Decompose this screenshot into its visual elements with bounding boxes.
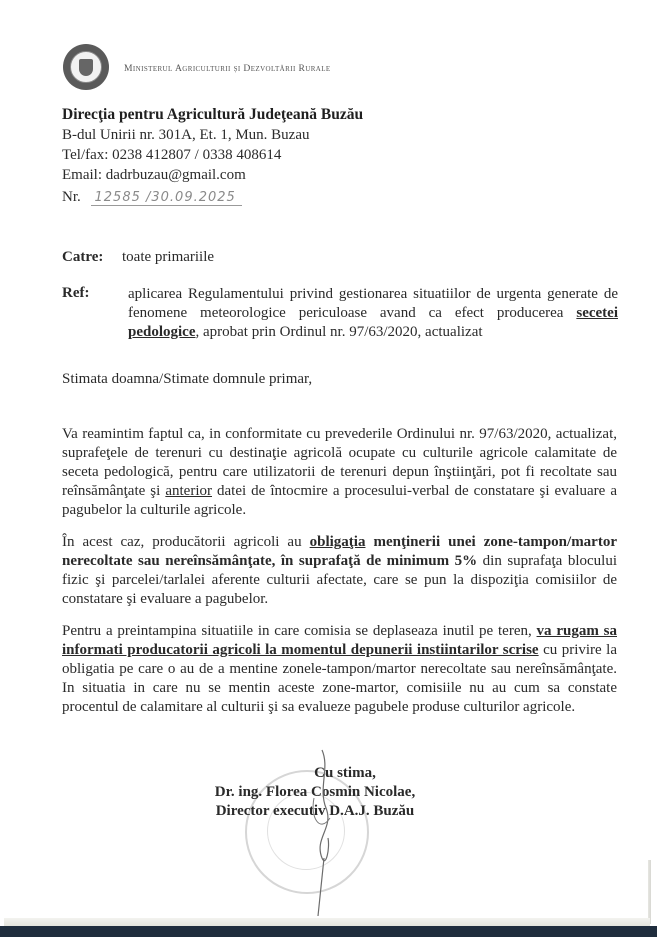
registration-number: [62, 189, 242, 206]
registration-value: 12585 /30.09.2025: [91, 190, 242, 206]
reference-label: Ref:: [62, 285, 90, 301]
paragraph-bold-underlined: va rugam sa informati producatorii agricoli la momentul depunerii instiintarilor scrise: [62, 623, 617, 658]
reference-text: [128, 285, 618, 342]
paragraph-2: [62, 533, 617, 609]
paragraph-text: datei de întocmire a procesului-verbal de constatare şi evaluare a pagubelor la culturile agricole.: [62, 483, 617, 518]
paragraph-1: [62, 425, 617, 520]
reference-row: [62, 285, 618, 340]
paragraph-underlined: anterior: [165, 483, 212, 499]
paragraph-text: În acest caz, producătorii agricoli au: [62, 534, 310, 550]
closing-greeting: Cu stima,: [314, 765, 376, 781]
government-emblem-icon: [63, 44, 109, 90]
paragraph-text: Va reamintim faptul ca, in conformitate cu prevederile Ordinului nr. 97/63/2020, actualizat, suprafeţele de terenuri cu destinaţie agricolă ocupate cu culturile agricole calamitate de seceta pedologică, pentru care utilizatorii de terenuri depun înştiinţări, pot fi recoltate sau reînsămânţate şi: [62, 426, 617, 499]
salutation: Stimata doamna/Stimate domnule primar,: [62, 371, 313, 387]
page-edge: [4, 918, 650, 926]
paragraph-text: Pentru a preintampina situatiile in care comisia se deplaseaza inutil pe teren,: [62, 623, 537, 639]
reference-text-part: , aprobat prin Ordinul nr. 97/63/2020, actualizat: [195, 324, 483, 340]
paragraph-text: cu privire la obligatia pe care o au de a mentine zonele-tampon/martor nerecoltate sau nereînsămânţate. In situatia in care nu se mentin aceste zone-martor, comisiile nu au cum sa constate procentul de calamitare al culturii şi sa evalueze pagubele produse culturilor agricole.: [62, 642, 617, 715]
registration-label: Nr.: [62, 189, 81, 205]
paragraph-bold-underlined: obligaţia: [309, 534, 366, 550]
page-edge: [648, 860, 651, 924]
recipient-row: [62, 249, 214, 266]
org-telfax: Tel/fax: 0238 412807 / 0338 408614: [62, 147, 282, 163]
recipient-label: Catre:: [62, 249, 104, 265]
paragraph-3: [62, 622, 617, 717]
signatory-title: Director executiv D.A.J. Buzău: [215, 803, 415, 819]
viewer-bottom-bar: [0, 926, 657, 937]
ministry-header: Ministerul Agriculturii și Dezvoltării Rurale: [124, 63, 331, 74]
org-email: Email: dadrbuzau@gmail.com: [62, 167, 246, 183]
org-address: B-dul Unirii nr. 301A, Et. 1, Mun. Buzau: [62, 127, 310, 143]
org-name: Direcţia pentru Agricultură Judeţeană Buzău: [62, 106, 364, 123]
reference-emphasis: secetei pedologice: [128, 305, 618, 340]
paragraph-bold: menţinerii unei zone-tampon/martor nerecoltate sau nereînsămânţate, în suprafaţă de minimum 5%: [62, 534, 617, 569]
paragraph-text: din suprafaţa blocului fizic şi parcelei/tarlalei aferente culturii afectate, care se pun la dispoziţia comisiilor de constatare şi evaluare a pagubelor.: [62, 553, 617, 607]
sender-block: [62, 105, 363, 185]
recipient-value: toate primariile: [122, 249, 215, 265]
signatory-name: Dr. ing. Florea Cosmin Nicolae,: [214, 784, 416, 800]
signature-icon: [300, 748, 350, 918]
reference-text-part: aplicarea Regulamentului privind gestionarea situatiilor de urgenta generate de fenomene meteorologice periculoase avand ca efect producerea: [128, 286, 618, 321]
